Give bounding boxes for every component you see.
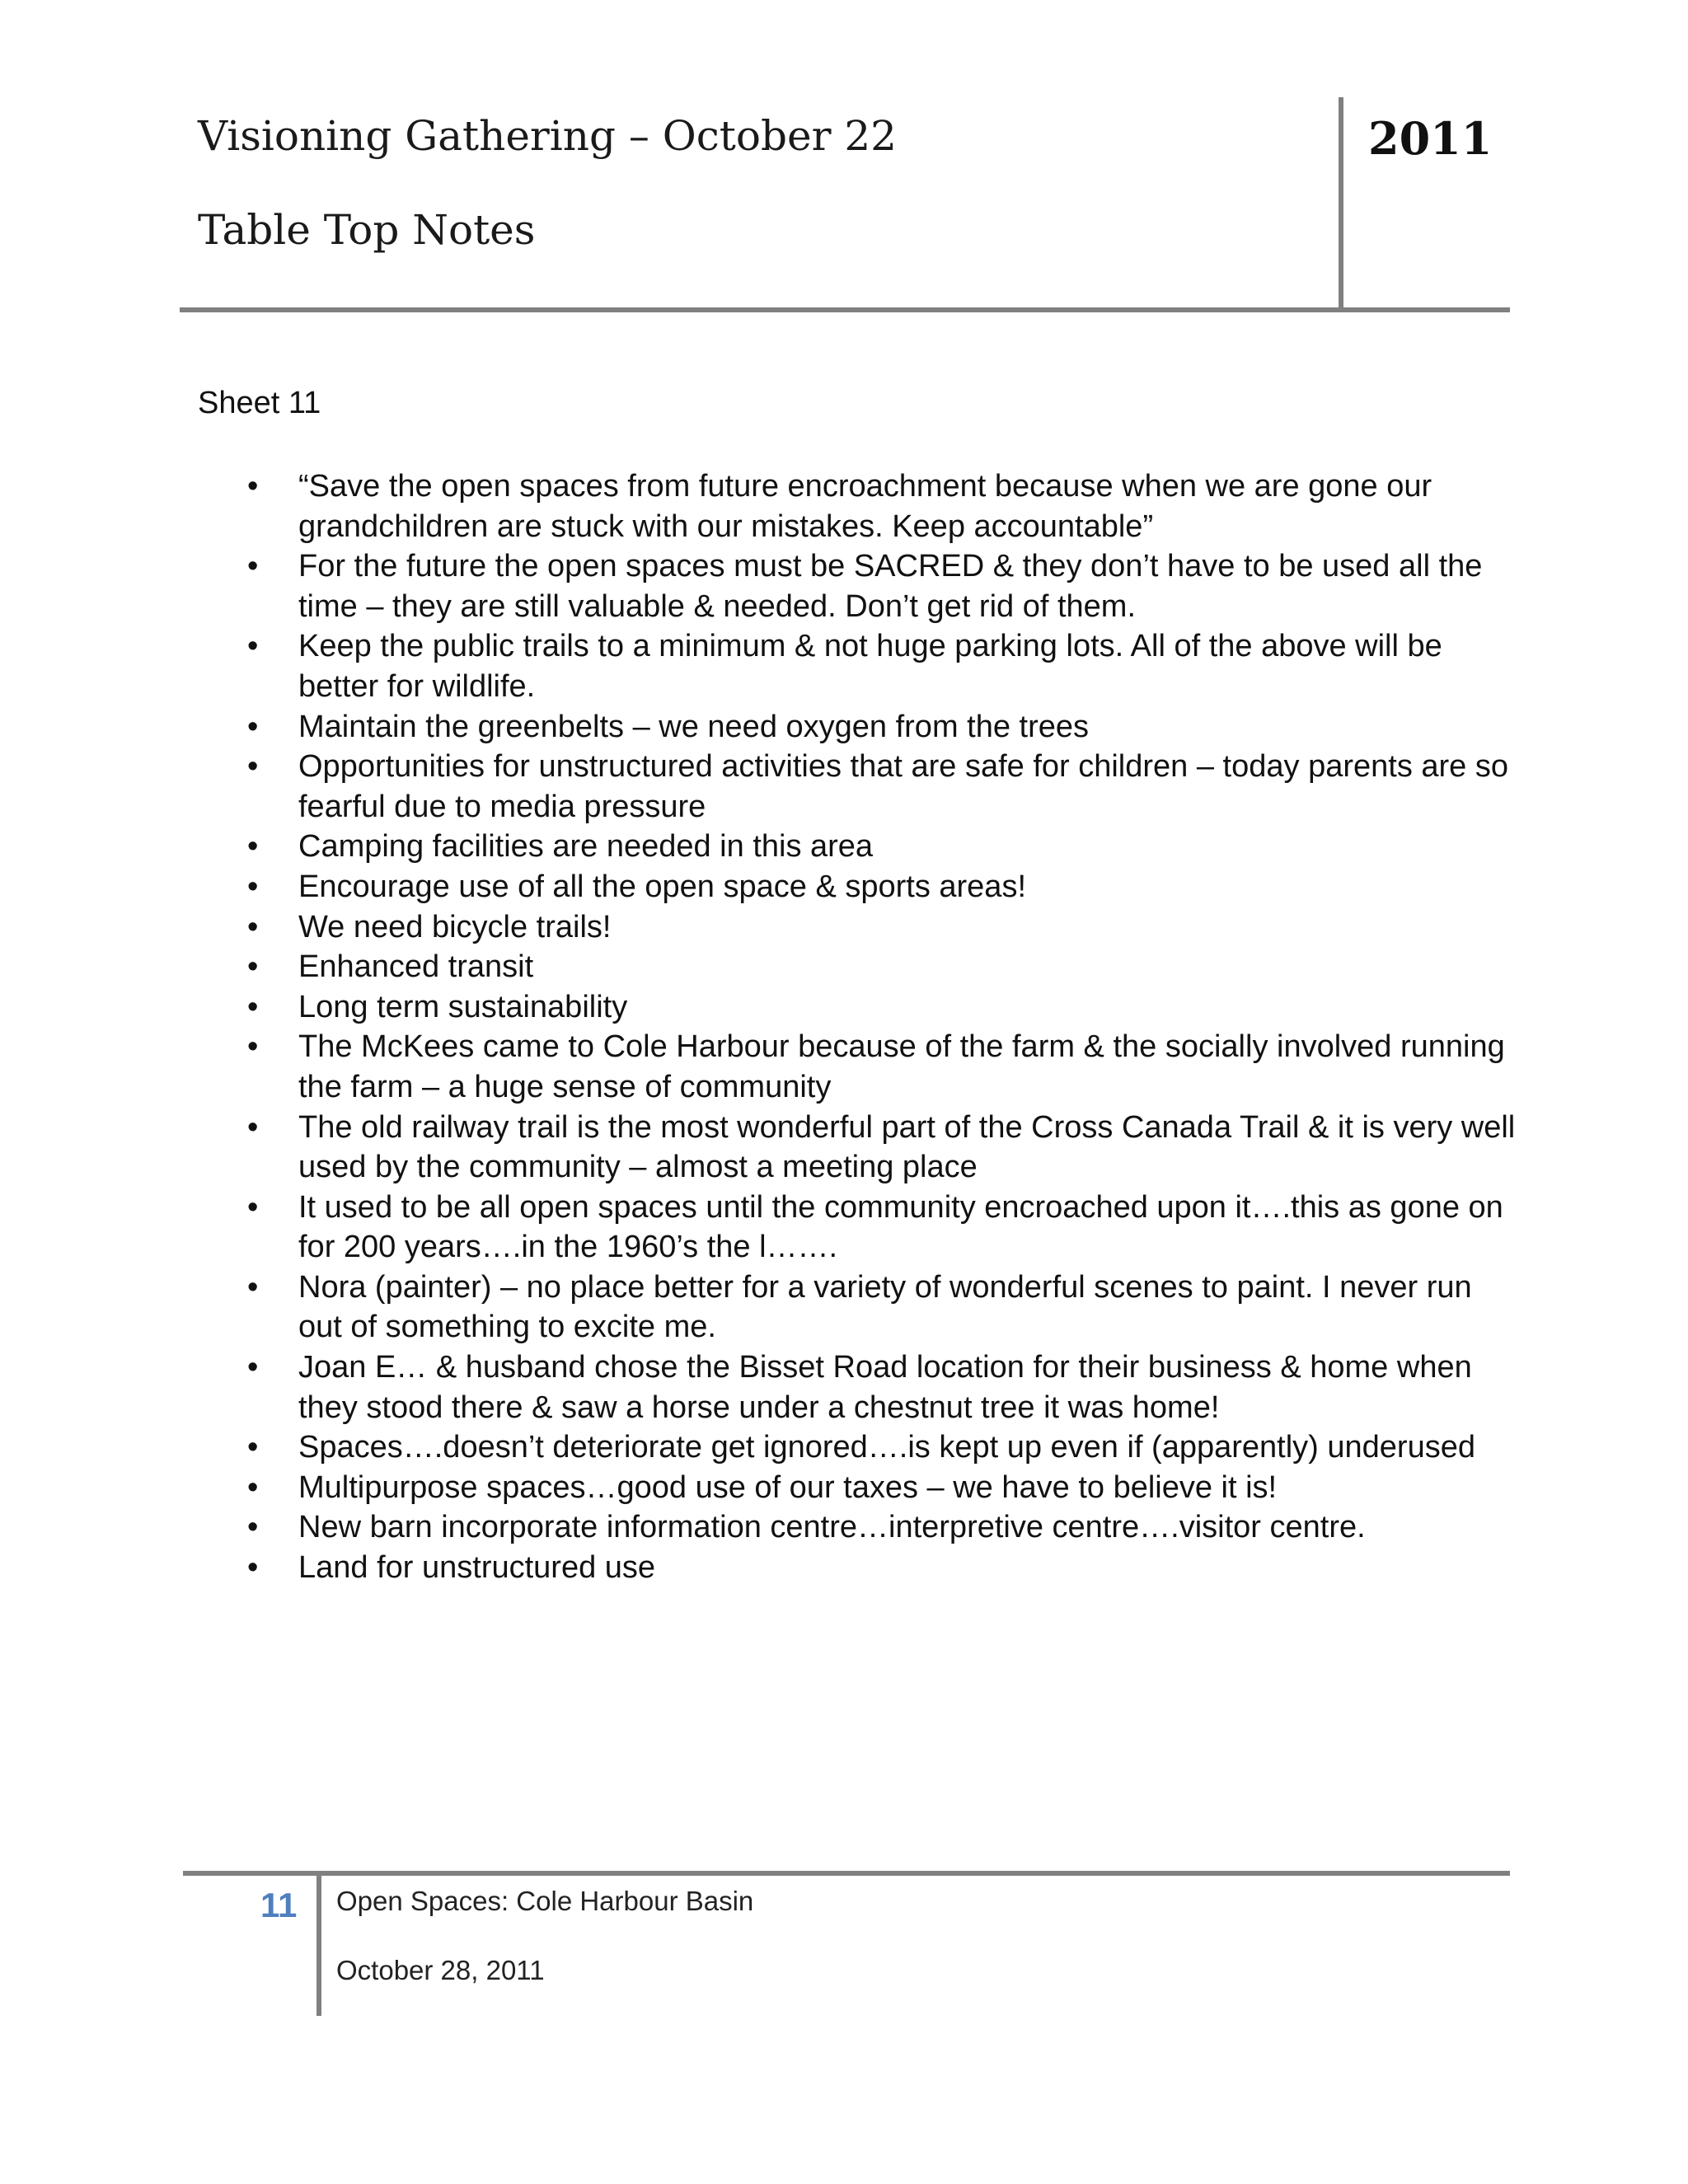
bullet-icon: • bbox=[247, 1350, 259, 1385]
bullet-icon: • bbox=[247, 869, 259, 904]
footer-horizontal-rule bbox=[183, 1871, 1510, 1876]
bullet-icon: • bbox=[247, 1109, 259, 1145]
list-item bbox=[198, 626, 1517, 706]
list-item bbox=[198, 827, 1517, 867]
bullet-icon: • bbox=[247, 1510, 259, 1545]
list-item bbox=[198, 1507, 1517, 1548]
header-horizontal-rule bbox=[180, 307, 1510, 312]
footer-title: Open Spaces: Cole Harbour Basin bbox=[336, 1886, 754, 1916]
header-title-line1: Visioning Gathering – October 22 bbox=[198, 112, 897, 160]
bullet-icon: • bbox=[247, 749, 259, 785]
list-item-text: Enhanced transit bbox=[298, 949, 534, 985]
footer-date: October 28, 2011 bbox=[336, 1955, 545, 1985]
footer-vertical-rule bbox=[316, 1876, 321, 2016]
list-item bbox=[198, 867, 1517, 907]
list-item bbox=[198, 907, 1517, 948]
bullet-icon: • bbox=[247, 1550, 259, 1586]
header-year: 2011 bbox=[1368, 112, 1493, 165]
list-item-text: Spaces….doesn’t deteriorate get ignored….is kept up even if (apparently) underused bbox=[298, 1430, 1475, 1465]
list-item-text: Keep the public trails to a minimum & not huge parking lots. All of the above will be better for wildlife. bbox=[298, 629, 1442, 704]
page-number: 11 bbox=[260, 1886, 298, 1924]
bullet-icon: • bbox=[247, 709, 259, 744]
list-item bbox=[198, 1468, 1517, 1508]
list-item-text: New barn incorporate information centre…interpretive centre….visitor centre. bbox=[298, 1510, 1366, 1545]
bullet-icon: • bbox=[247, 989, 259, 1024]
list-item bbox=[198, 1427, 1517, 1468]
bullet-icon: • bbox=[247, 829, 259, 865]
bullet-icon: • bbox=[247, 1269, 259, 1305]
header-title-line2: Table Top Notes bbox=[198, 206, 536, 254]
list-item-text: Maintain the greenbelts – we need oxygen from the trees bbox=[298, 709, 1090, 744]
list-item bbox=[198, 1548, 1517, 1588]
bullet-icon: • bbox=[247, 1430, 259, 1465]
header-vertical-rule bbox=[1339, 97, 1343, 312]
list-item-text: Multipurpose spaces…good use of our taxes – we have to believe it is! bbox=[298, 1469, 1278, 1505]
list-item bbox=[198, 987, 1517, 1028]
bullet-icon: • bbox=[247, 1189, 259, 1225]
list-item-text: Camping facilities are needed in this area bbox=[298, 829, 874, 865]
list-item-text: We need bicycle trails! bbox=[298, 909, 612, 944]
list-item-text: The old railway trail is the most wonderful part of the Cross Canada Trail & it is very well used by the community – almost a meeting place bbox=[298, 1109, 1516, 1185]
bullet-icon: • bbox=[247, 549, 259, 584]
list-item bbox=[198, 1268, 1517, 1347]
bullet-icon: • bbox=[247, 1029, 259, 1065]
bullet-icon: • bbox=[247, 1469, 259, 1505]
list-item bbox=[198, 747, 1517, 827]
list-item-text: It used to be all open spaces until the community encroached upon it….this as gone on for 200 years….in the 1960’s the l……. bbox=[298, 1189, 1503, 1265]
list-item-text: Encourage use of all the open space & sports areas! bbox=[298, 869, 1026, 904]
list-item bbox=[198, 1027, 1517, 1107]
list-item bbox=[198, 546, 1517, 626]
bullet-icon: • bbox=[247, 909, 259, 944]
sheet-label: Sheet 11 bbox=[198, 386, 321, 420]
bullet-icon: • bbox=[247, 949, 259, 985]
list-item bbox=[198, 1347, 1517, 1427]
list-item bbox=[198, 466, 1517, 546]
list-item-text: The McKees came to Cole Harbour because of the farm & the socially involved running the farm – a huge sense of community bbox=[298, 1029, 1505, 1104]
list-item-text: “Save the open spaces from future encroachment because when we are gone our grandchildren are stuck with our mistakes. Keep accountable” bbox=[298, 469, 1432, 544]
list-item-text: Land for unstructured use bbox=[298, 1550, 656, 1586]
list-item bbox=[198, 947, 1517, 987]
list-item-text: Opportunities for unstructured activities that are safe for children – today parents are so fearful due to media pressure bbox=[298, 749, 1508, 824]
bullet-icon: • bbox=[247, 469, 259, 504]
notes-list bbox=[198, 466, 1517, 1588]
bullet-icon: • bbox=[247, 629, 259, 664]
list-item-text: For the future the open spaces must be SACRED & they don’t have to be used all the time – they are still valuable & needed. Don’t get rid of them. bbox=[298, 549, 1483, 624]
list-item bbox=[198, 1188, 1517, 1268]
list-item-text: Nora (painter) – no place better for a variety of wonderful scenes to paint. I never run out of something to excite me. bbox=[298, 1269, 1472, 1345]
list-item-text: Joan E… & husband chose the Bisset Road location for their business & home when they stood there & saw a horse under a chestnut tree it was home! bbox=[298, 1350, 1472, 1425]
list-item bbox=[198, 707, 1517, 748]
list-item bbox=[198, 1108, 1517, 1188]
list-item-text: Long term sustainability bbox=[298, 989, 628, 1024]
